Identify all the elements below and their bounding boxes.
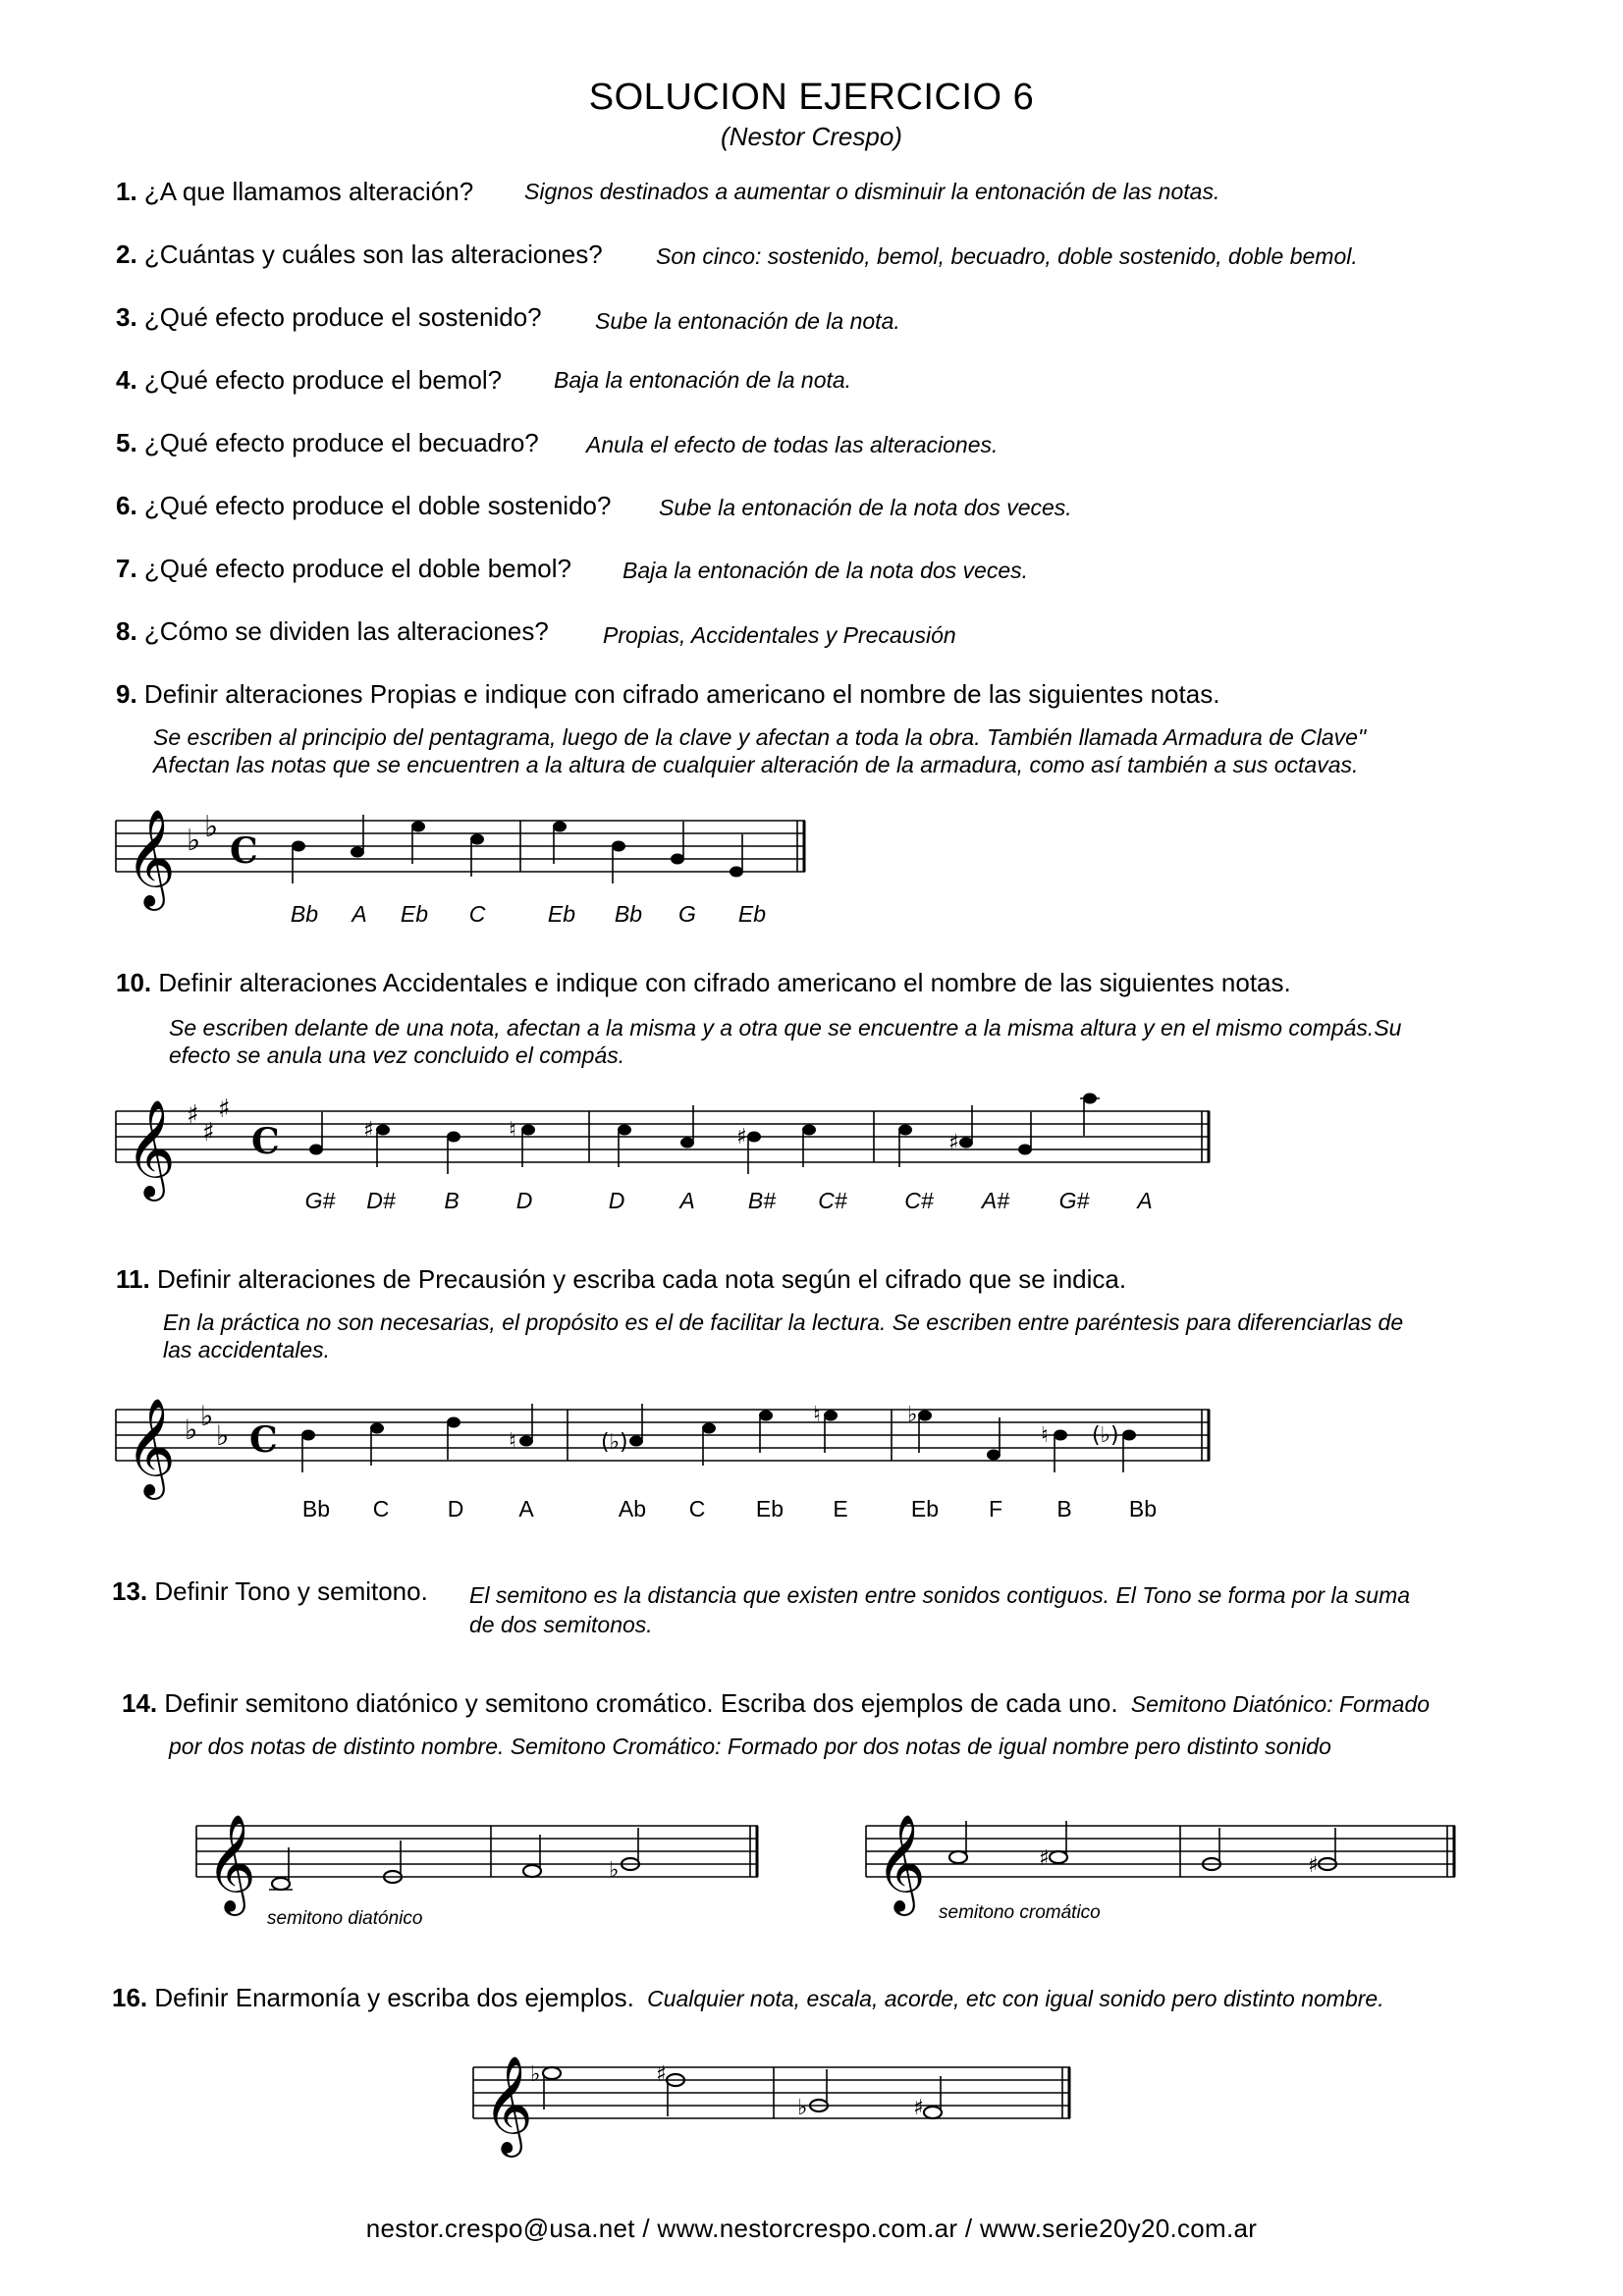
answer-8: Propias, Accidentales y Precausión — [603, 622, 956, 648]
note-name: G# — [304, 1188, 336, 1213]
question-9 — [116, 679, 1219, 710]
treble-clef-icon: 𝄞 — [483, 2056, 533, 2154]
note-name: A — [352, 901, 367, 927]
svg-text:♯: ♯ — [656, 2062, 667, 2087]
question-text: Definir alteraciones Propias e indique con cifrado americano el nombre de las siguientes notas. — [143, 679, 1220, 709]
q11-description-line-2: las accidentales. — [163, 1337, 331, 1362]
music-staff-q10 — [106, 1084, 1217, 1198]
question-5 — [116, 428, 539, 458]
question-14 — [122, 1688, 1430, 1719]
music-staff-q16-enharmonic — [463, 2040, 1078, 2154]
note-name: G — [678, 901, 696, 927]
common-time-icon: C — [230, 830, 258, 872]
question-text: ¿Qué efecto produce el doble sostenido? — [143, 491, 612, 520]
q13-answer-line-1: El semitono es la distancia que existen entre sonidos contiguos. El Tono se forma por la suma — [469, 1582, 1411, 1608]
question-7 — [116, 554, 571, 584]
answer-2: Son cinco: sostenido, bemol, becuadro, doble sostenido, doble bemol. — [656, 243, 1358, 269]
note-name: G# — [1058, 1188, 1090, 1213]
question-number: 2. — [116, 240, 137, 269]
note-name: Bb — [301, 1496, 331, 1522]
q9-note-names — [106, 901, 813, 931]
question-3 — [116, 302, 542, 333]
question-number: 13. — [112, 1576, 148, 1606]
q9-description-line-1: Se escriben al principio del pentagrama, luego de la clave y afectan a toda la obra. También llamada Armadura de Clave" — [153, 724, 1367, 750]
q13-answer-line-2: de dos semitonos. — [469, 1612, 653, 1637]
q11-note-names — [106, 1496, 1217, 1525]
question-text: ¿Cuántas y cuáles son las alteraciones? — [143, 240, 603, 269]
flat-icon: ♭ — [200, 1400, 214, 1432]
music-staff-q14-diatonic — [187, 1798, 766, 1912]
music-staff-q11 — [106, 1382, 1217, 1496]
q11-description-line-1: En la práctica no son necesarias, el propósito es el de facilitar la lectura. Se escriben entre paréntesis para diferenciarlas de — [163, 1309, 1404, 1335]
note-name: C — [688, 1496, 706, 1522]
note-name: Bb — [290, 901, 319, 927]
note-name: B# — [747, 1188, 777, 1213]
question-10 — [116, 968, 1291, 998]
svg-text:♮: ♮ — [813, 1403, 821, 1427]
flat-icon: ♭ — [187, 824, 201, 858]
svg-text:♯: ♯ — [736, 1125, 747, 1149]
question-text: ¿Qué efecto produce el sostenido? — [143, 302, 542, 332]
question-text: Definir alteraciones Accidentales e indique con cifrado americano el nombre de las siguientes notas. — [158, 968, 1291, 997]
question-text: Definir Tono y semitono. — [154, 1576, 428, 1606]
note-name: E — [833, 1496, 848, 1522]
question-number: 9. — [116, 679, 137, 709]
svg-text:♯: ♯ — [948, 1131, 959, 1155]
note-name: F — [988, 1496, 1003, 1522]
q10-note-names — [106, 1188, 1217, 1217]
question-6 — [116, 491, 611, 521]
sharp-icon: ♯ — [218, 1095, 231, 1124]
question-number: 6. — [116, 491, 137, 520]
question-number: 3. — [116, 302, 137, 332]
question-number: 5. — [116, 428, 137, 457]
q9-description-line-2: Afectan las notas que se encuentren a la altura de cualquier alteración de la armadura, como así también a sus octavas. — [153, 752, 1359, 777]
svg-text:♯: ♯ — [913, 2096, 924, 2120]
answer-3: Sube la entonación de la nota. — [595, 308, 900, 334]
flat-icon: ♭ — [185, 1414, 198, 1446]
note-name: D — [515, 1188, 533, 1213]
svg-text:♯: ♯ — [1308, 1853, 1319, 1878]
svg-text:(♭): (♭) — [1092, 1423, 1119, 1448]
answer-5: Anula el efecto de todas las alteraciones. — [586, 432, 999, 457]
staff-lines — [116, 821, 805, 872]
caption-diatonic: semitono diatónico — [267, 1908, 423, 1929]
note-name: Eb — [547, 901, 576, 927]
svg-text:♮: ♮ — [1041, 1423, 1049, 1448]
note-name: D — [608, 1188, 625, 1213]
svg-text:♯: ♯ — [363, 1118, 374, 1143]
flat-icon: ♭ — [216, 1419, 230, 1452]
svg-text:♭: ♭ — [609, 1858, 620, 1883]
q10-description-line-2: efecto se anula una vez concluido el compás. — [169, 1042, 625, 1068]
question-number: 14. — [122, 1688, 158, 1718]
note-name: Eb — [910, 1496, 940, 1522]
question-8 — [116, 616, 549, 647]
svg-text:♯: ♯ — [1039, 1846, 1050, 1871]
question-13 — [112, 1576, 428, 1607]
question-text: ¿A que llamamos alteración? — [143, 177, 474, 206]
page-title: SOLUCION EJERCICIO 6 — [588, 77, 1035, 118]
note-name: A# — [981, 1188, 1010, 1213]
caption-chromatic: semitono cromático — [939, 1902, 1101, 1923]
note-name: B — [444, 1188, 460, 1213]
q16-answer: Cualquier nota, escala, acorde, etc con igual sonido pero distinto nombre. — [647, 1986, 1384, 2011]
note-name: A — [518, 1496, 534, 1522]
question-number: 11. — [116, 1264, 150, 1294]
answer-7: Baja la entonación de la nota dos veces. — [622, 558, 1029, 583]
treble-clef-icon: 𝄞 — [206, 1814, 256, 1912]
music-staff-q9 — [106, 793, 813, 907]
q10-description-line-1: Se escriben delante de una nota, afectan a la misma y a otra que se encuentre a la misma altura y en el mismo compás.Su — [169, 1015, 1402, 1041]
question-16 — [112, 1983, 1384, 2013]
svg-text:♭: ♭ — [530, 2062, 541, 2087]
note-name: C — [468, 901, 486, 927]
answer-6: Sube la entonación de la nota dos veces. — [659, 495, 1072, 520]
notes — [292, 815, 743, 883]
question-number: 7. — [116, 554, 137, 583]
note-name: Bb — [614, 901, 643, 927]
note-name: Ab — [618, 1496, 647, 1522]
question-text: ¿Qué efecto produce el becuadro? — [143, 428, 539, 457]
svg-text:♮: ♮ — [509, 1429, 516, 1454]
note-name: D# — [366, 1188, 396, 1213]
question-text: ¿Qué efecto produce el doble bemol? — [143, 554, 571, 583]
note-name: Bb — [1128, 1496, 1158, 1522]
question-text: Definir Enarmonía y escriba dos ejemplos. — [154, 1983, 634, 2012]
question-11 — [116, 1264, 1126, 1295]
question-number: 4. — [116, 365, 137, 395]
question-number: 16. — [112, 1983, 148, 2012]
question-number: 10. — [116, 968, 152, 997]
question-number: 1. — [116, 177, 137, 206]
question-number: 8. — [116, 616, 137, 646]
answer-1: Signos destinados a aumentar o disminuir la entonación de las notas. — [524, 179, 1220, 204]
svg-text:(♭): (♭) — [601, 1430, 628, 1455]
common-time-icon: C — [249, 1419, 278, 1461]
music-staff-q14-chromatic — [856, 1798, 1463, 1912]
note-name: B — [1056, 1496, 1072, 1522]
question-text: Definir alteraciones de Precausión y escriba cada nota según el cifrado que se indica. — [156, 1264, 1127, 1294]
q14-answer-line-1: Semitono Diatónico: Formado — [1130, 1691, 1431, 1717]
treble-clef-icon: 𝄞 — [126, 1099, 176, 1198]
flat-icon: ♭ — [204, 810, 219, 844]
answer-4: Baja la entonación de la nota. — [554, 367, 852, 393]
question-text: ¿Cómo se dividen las alteraciones? — [143, 616, 549, 646]
note-name: Eb — [755, 1496, 784, 1522]
treble-clef-icon: 𝄞 — [126, 1398, 176, 1496]
treble-clef-icon: 𝄞 — [126, 809, 176, 907]
footer-contact: nestor.crespo@usa.net / www.nestorcrespo.com.ar / www.serie20y20.com.ar — [365, 2214, 1258, 2243]
question-2 — [116, 240, 603, 270]
q14-answer-line-2: por dos notas de distinto nombre. Semitono Cromático: Formado por dos notas de igual nombre pero distinto sonido — [169, 1734, 1331, 1759]
common-time-icon: C — [251, 1121, 280, 1162]
question-text: ¿Qué efecto produce el bemol? — [143, 365, 503, 395]
svg-text:♭: ♭ — [907, 1403, 918, 1427]
author-name: (Nestor Crespo) — [721, 122, 902, 151]
sharp-icon: ♯ — [202, 1118, 215, 1148]
note-name: A — [679, 1188, 695, 1213]
treble-clef-icon: 𝄞 — [876, 1814, 926, 1912]
svg-text:♮: ♮ — [509, 1118, 516, 1143]
note-name: A — [1137, 1188, 1153, 1213]
note-name: C# — [904, 1188, 934, 1213]
svg-text:♭: ♭ — [797, 2096, 808, 2120]
note-name: Eb — [737, 901, 767, 927]
question-1 — [116, 177, 473, 207]
note-name: C# — [818, 1188, 847, 1213]
note-name: D — [447, 1496, 464, 1522]
sharp-icon: ♯ — [187, 1100, 199, 1130]
note-name: Eb — [400, 901, 429, 927]
question-text: Definir semitono diatónico y semitono cromático. Escriba dos ejemplos de cada uno. — [164, 1688, 1118, 1718]
note-name: C — [372, 1496, 390, 1522]
question-4 — [116, 365, 502, 396]
